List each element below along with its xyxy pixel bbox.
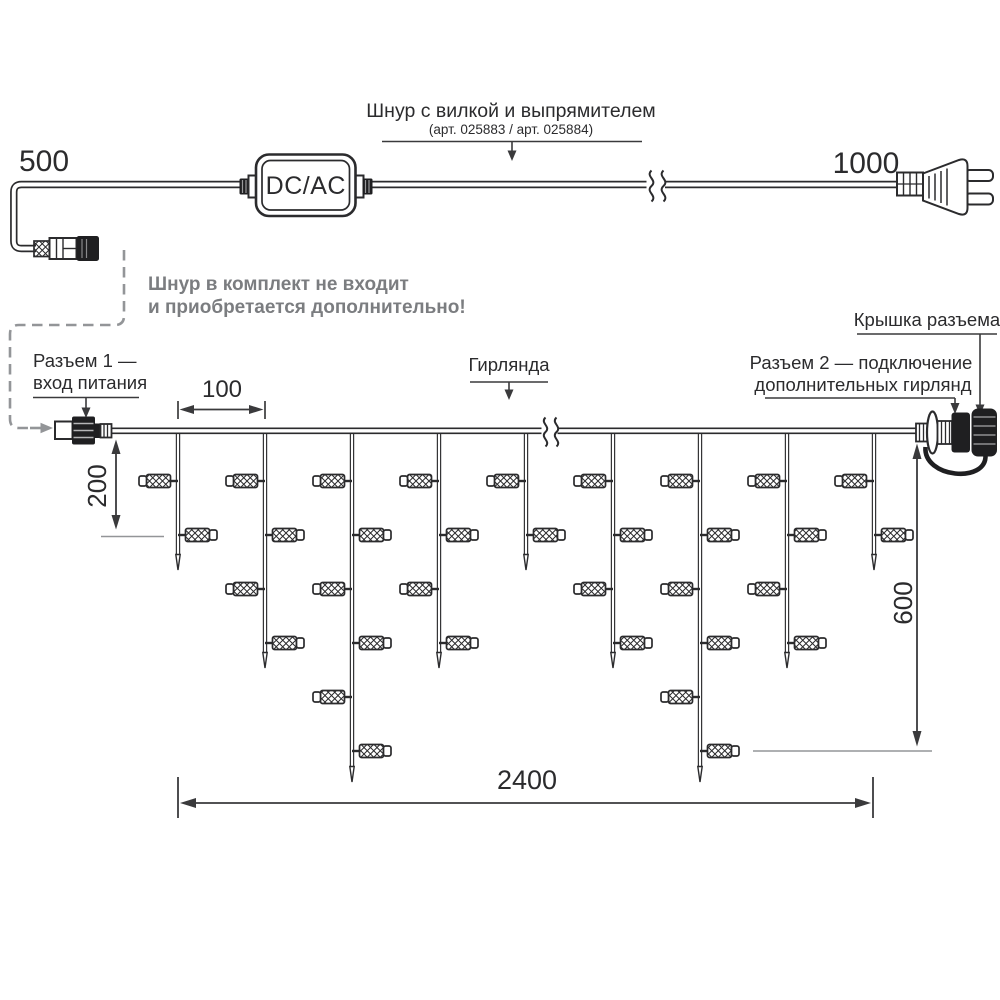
- strand: [400, 429, 478, 668]
- dim-100: [178, 376, 265, 419]
- dim-200-value: 200: [82, 464, 112, 508]
- lamp-body-hatch: [582, 583, 606, 596]
- lamp-icon: [661, 583, 700, 596]
- dim-cord-left: 500: [18, 145, 70, 178]
- lamp-body-hatch: [321, 583, 345, 596]
- lamp-cap: [139, 476, 147, 486]
- note-line1: Шнур в комплект не входит: [148, 274, 409, 295]
- lamp-body-hatch: [234, 475, 258, 488]
- dcac-adapter: [240, 155, 373, 217]
- strand: [661, 429, 739, 782]
- lamp-cap: [313, 584, 321, 594]
- lamp-cap: [819, 638, 827, 648]
- connector2: [916, 409, 997, 474]
- lamp-cap: [226, 476, 234, 486]
- dim-2400-value: 2400: [496, 765, 558, 795]
- lamp-icon: [313, 691, 352, 704]
- lamp-body-hatch: [534, 529, 558, 542]
- lamp-cap: [487, 476, 495, 486]
- lamp-icon: [226, 583, 265, 596]
- garland-label-group: [468, 354, 550, 400]
- lamp-body-hatch: [795, 637, 819, 650]
- lamp-icon: [352, 637, 391, 650]
- lamp-icon: [400, 475, 439, 488]
- connector-cap: [972, 409, 998, 457]
- strand-tip: [263, 653, 267, 669]
- lamp-icon: [748, 475, 787, 488]
- strand: [139, 429, 217, 570]
- lamp-body-hatch: [186, 529, 210, 542]
- lamp-cap: [732, 530, 740, 540]
- power-cord-assembly: [14, 100, 993, 261]
- lamp-cap: [574, 476, 582, 486]
- strand-tip: [698, 767, 702, 783]
- lamp-body-hatch: [669, 691, 693, 704]
- connector1-leader-arrow: [82, 408, 91, 419]
- lamp-body-hatch: [495, 475, 519, 488]
- lamp-cap: [558, 530, 566, 540]
- strand: [835, 429, 913, 570]
- lamp-body-hatch: [843, 475, 867, 488]
- connector2-leader-arrow: [951, 403, 960, 414]
- strand: [748, 429, 826, 668]
- lamp-body-hatch: [321, 691, 345, 704]
- lamp-body-hatch: [447, 637, 471, 650]
- strand: [313, 429, 391, 782]
- note-line2: и приобретается дополнительно!: [148, 297, 466, 318]
- connector1-label-line1: Разъем 1 —: [33, 350, 137, 371]
- lamp-body-hatch: [708, 529, 732, 542]
- connector2-label-line2: дополнительных гирлянд: [754, 374, 972, 395]
- lamp-cap: [645, 638, 653, 648]
- lamp-icon: [487, 475, 526, 488]
- lamp-icon: [574, 475, 613, 488]
- lamp-cap: [906, 530, 914, 540]
- lamp-icon: [700, 637, 739, 650]
- connector2-label-line1: Разъем 2 — подключение: [749, 352, 973, 373]
- dim-2400: [178, 765, 873, 818]
- lamp-cap: [661, 692, 669, 702]
- lamp-icon: [178, 529, 217, 542]
- cord-label: Шнур с вилкой и выпрямителем: [366, 100, 656, 122]
- strand-tip: [524, 555, 528, 571]
- dim-cord-right: 1000: [832, 147, 900, 180]
- strand-tip: [785, 653, 789, 669]
- strand-tip: [611, 653, 615, 669]
- lamp-icon: [613, 637, 652, 650]
- garland-strands: [139, 429, 913, 782]
- lamp-cap: [732, 638, 740, 648]
- plug-prong-top: [965, 170, 993, 181]
- lamp-icon: [226, 475, 265, 488]
- lamp-icon: [574, 583, 613, 596]
- connector2-label-group: [750, 352, 973, 414]
- lamp-cap: [400, 584, 408, 594]
- lamp-icon: [787, 637, 826, 650]
- wire-break-symbol: [544, 418, 558, 447]
- lamp-cap: [471, 638, 479, 648]
- lamp-icon: [835, 475, 874, 488]
- garland-label: Гирлянда: [468, 354, 550, 375]
- lamp-body-hatch: [795, 529, 819, 542]
- cord-label-group: [366, 100, 655, 161]
- lamp-cap: [748, 476, 756, 486]
- lamp-body-hatch: [669, 583, 693, 596]
- strand: [226, 429, 304, 668]
- lamp-icon: [700, 745, 739, 758]
- lamp-icon: [661, 475, 700, 488]
- lamp-icon: [265, 637, 304, 650]
- dim-100-value: 100: [201, 376, 243, 403]
- lamp-cap: [384, 638, 392, 648]
- lamp-cap: [297, 638, 305, 648]
- dim-600-value: 600: [888, 581, 918, 625]
- strand-tip: [350, 767, 354, 783]
- cap-label: Крышка разъема: [853, 309, 1000, 330]
- lamp-cap: [384, 746, 392, 756]
- cord-end-connector: [34, 236, 99, 261]
- cord-left-wire: [14, 185, 240, 249]
- lamp-body-hatch: [360, 637, 384, 650]
- lamp-cap: [661, 476, 669, 486]
- lamp-body-hatch: [708, 637, 732, 650]
- lamp-cap: [471, 530, 479, 540]
- lamp-icon: [874, 529, 913, 542]
- lamp-body-hatch: [408, 583, 432, 596]
- cord-sublabel: (арт. 025883 / арт. 025884): [428, 122, 594, 137]
- lamp-body-hatch: [582, 475, 606, 488]
- cord-left-wire-core: [14, 185, 240, 249]
- garland-main-wire: [111, 418, 917, 447]
- dashed-connection-path: [10, 250, 124, 428]
- lamp-icon: [352, 745, 391, 758]
- lamp-icon: [265, 529, 304, 542]
- lamp-icon: [661, 691, 700, 704]
- lamp-body-hatch: [882, 529, 906, 542]
- lamp-cap: [297, 530, 305, 540]
- connector1: [55, 417, 112, 445]
- strand-tip: [176, 555, 180, 571]
- lamp-body-hatch: [708, 745, 732, 758]
- lamp-icon: [787, 529, 826, 542]
- lamp-cap: [645, 530, 653, 540]
- lamp-icon: [400, 583, 439, 596]
- lamp-cap: [210, 530, 218, 540]
- lamp-cap: [732, 746, 740, 756]
- cord-leader-arrow: [508, 151, 517, 162]
- lamp-cap: [574, 584, 582, 594]
- lamp-icon: [526, 529, 565, 542]
- lamp-body-hatch: [273, 529, 297, 542]
- lamp-icon: [613, 529, 652, 542]
- lamp-icon: [439, 637, 478, 650]
- lamp-cap: [400, 476, 408, 486]
- lamp-icon: [313, 475, 352, 488]
- dashed-arrow: [41, 423, 54, 433]
- lamp-body-hatch: [669, 475, 693, 488]
- strand: [574, 429, 652, 668]
- lamp-icon: [313, 583, 352, 596]
- garland-leader-arrow: [505, 390, 514, 401]
- plug-prong-bottom: [965, 194, 993, 205]
- lamp-icon: [352, 529, 391, 542]
- lamp-icon: [700, 529, 739, 542]
- lamp-body-hatch: [408, 475, 432, 488]
- lamp-body-hatch: [360, 529, 384, 542]
- connector1-label-line2: вход питания: [33, 372, 148, 393]
- lamp-body-hatch: [447, 529, 471, 542]
- lamp-body-hatch: [360, 745, 384, 758]
- lamp-cap: [748, 584, 756, 594]
- lamp-body-hatch: [621, 637, 645, 650]
- not-included-group: [10, 250, 466, 433]
- lamp-icon: [439, 529, 478, 542]
- lamp-body-hatch: [321, 475, 345, 488]
- lamp-body-hatch: [273, 637, 297, 650]
- lamp-cap: [313, 476, 321, 486]
- strand: [487, 429, 565, 570]
- connector1-label-group: [33, 350, 147, 418]
- lamp-cap: [661, 584, 669, 594]
- dim-600: [753, 444, 932, 752]
- lamp-body-hatch: [756, 583, 780, 596]
- power-plug: [897, 159, 993, 214]
- lamp-cap: [384, 530, 392, 540]
- strand-tip: [437, 653, 441, 669]
- lamp-cap: [835, 476, 843, 486]
- lamp-cap: [226, 584, 234, 594]
- lamp-body-hatch: [234, 583, 258, 596]
- lamp-cap: [313, 692, 321, 702]
- strand-tip: [872, 555, 876, 571]
- cord-break-symbol: [650, 171, 666, 202]
- lamp-body-hatch: [621, 529, 645, 542]
- lamp-body-hatch: [147, 475, 171, 488]
- lamp-body-hatch: [756, 475, 780, 488]
- lamp-icon: [748, 583, 787, 596]
- lamp-cap: [819, 530, 827, 540]
- dcac-label: DC/AC: [265, 172, 346, 200]
- lamp-icon: [139, 475, 178, 488]
